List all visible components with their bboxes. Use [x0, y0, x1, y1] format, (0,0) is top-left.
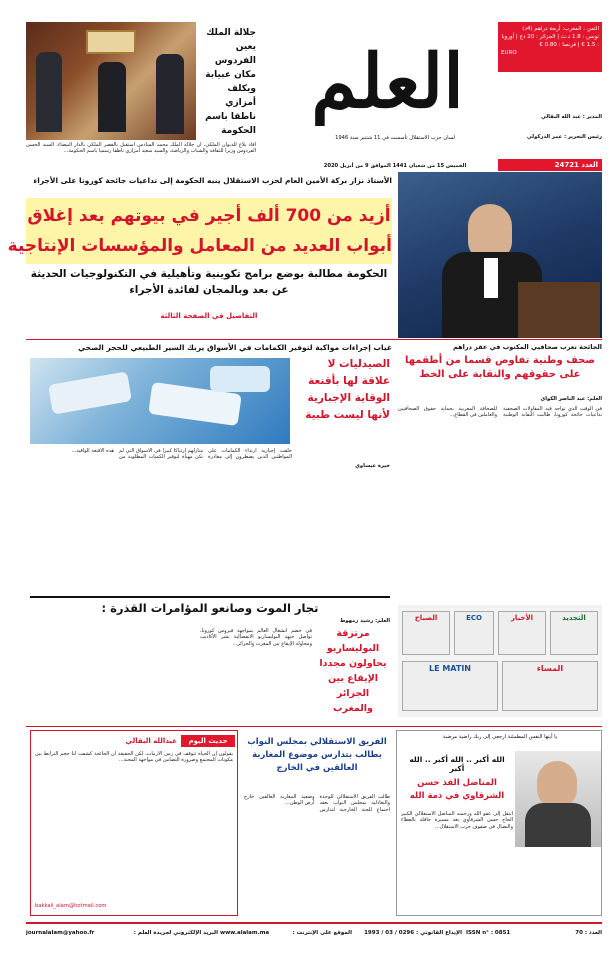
polisario-body: في خضم انشغال العالم بمواجهة فيروس كورونا، تواصل جبهة البوليساريو الانفصالية نشر الأكاذيب ومحاولة الإيقاع بين المغرب والجزائر...	[200, 628, 312, 647]
footer-website[interactable]: www.alalam.ma	[220, 930, 270, 936]
press-thumb-title: الصباح	[414, 614, 438, 622]
journalist-body: في الوقت الذي تواجه فيه المقاولات الصحفية تداعيات جائحة كورونا، طالبت النقابة الوطنية للصحافة المغربية بحماية حقوق الصحافيين والعاملين في القطاع...	[398, 406, 602, 419]
masks-body-extra	[296, 474, 390, 590]
divider	[26, 726, 602, 727]
masthead-date: الخميس 15 من شعبان 1441 الموافق 9 من أبريل 2020	[323, 163, 467, 169]
royal-photo	[26, 22, 196, 140]
polisario-callout: مرتزقة البوليساريو يحاولون مجددا الإيقاع بين الجزائر والمغرب	[319, 628, 387, 714]
suit	[525, 803, 591, 847]
top-story-headline: جلالة الملك يعين الفردوس مكان عبيابة ويكلف أمزازي ناطقا باسم الحكومة	[205, 28, 256, 136]
opinion-author: عبدالله البقالي	[125, 737, 177, 745]
newspaper-logo: العلم	[311, 39, 464, 125]
podium	[518, 282, 600, 338]
press-thumb	[498, 611, 546, 655]
footer	[26, 926, 602, 940]
opinion-email: bakkali_alam@hotmail.com	[35, 903, 107, 909]
masthead-tagline: لسان حزب الاستقلال تأسست في 11 شتنبر سنة 1946	[335, 135, 455, 141]
masks-kicker: غياب إجراءات مواكبة لتوفير الكمامات في الأسواق يربك السير الطبيعي للحجر الصحي	[78, 343, 392, 352]
press-thumb-title: ECO	[466, 614, 482, 622]
journalist-headline: صحف وطنية تفاوض قسما من أطقمها على حقوقهم والنقابة على الخط	[405, 355, 595, 380]
opinion-label: حديث اليوم	[181, 735, 235, 747]
obituary-name: المناضل الفذ حسن الشرقاوي في ذمة الله	[409, 778, 505, 801]
lead-see-more: التفاصيل في الصفحة الثالثة	[160, 312, 258, 320]
footer-divider	[26, 922, 602, 924]
footer-email[interactable]: journalalam@yahoo.fr	[26, 930, 95, 936]
shirt	[484, 258, 498, 298]
footer-email-label: البريد الإلكتروني لجريدة العلم :	[133, 930, 218, 936]
person-silhouette	[156, 54, 184, 134]
top-story-body: أفاد بلاغ للديوان الملكي، أن جلالة الملك محمد السادس استقبل بالقصر الملكي بالدار البيضاء، السيد الحسن الفردوس وزيرا للثقافة والشباب والرياضة، والسيد سعيد أمزازي ناطقا رسميا باسم الحكومة...	[26, 142, 256, 155]
director: المدير : عبد الله البقالي	[540, 114, 602, 120]
lead-headline-line1: أزيد من 700 ألف أجير في بيوتهم بعد إغلاق	[27, 206, 391, 226]
mask-shape	[48, 371, 132, 414]
masks-headline: الصيدليات لا علاقة لها بأقنعة الوقاية الإجبارية لأنها ليست طبية	[305, 358, 390, 421]
polisario-byline: العلم: رشيد زمهوط	[340, 618, 390, 624]
press-thumb	[550, 611, 598, 655]
press-thumb	[402, 611, 450, 655]
polisario-body-left	[30, 618, 198, 720]
face	[537, 761, 577, 809]
polisario-headline: تجار الموت وصانعو المؤامرات القذرة :	[30, 596, 390, 616]
person-silhouette	[36, 52, 62, 132]
obituary-line1: الله أكبر .. الله أكبر .. الله أكبر	[409, 755, 505, 773]
press-thumb-title: التجديد	[562, 614, 586, 622]
diaspora-headline: الفريق الاستقلالي بمجلس النواب يطالب بتدارس موضوع المغاربة العالقين في الخارج	[247, 737, 387, 773]
price-label: الثمن : المغرب: أربعة دراهم (4د)	[522, 26, 599, 32]
price-block	[498, 22, 602, 72]
issue-number: العدد 24721	[498, 159, 602, 171]
mask-shape	[210, 366, 270, 392]
masks-byline: خيرة عيساوي	[355, 463, 390, 469]
footer-issn: ISSN n° : 0851	[466, 930, 511, 936]
editor-in-chief: رئيس التحرير : عمر الدركولي	[526, 134, 602, 140]
lead-headline-box	[7, 198, 392, 264]
press-thumbnails	[398, 605, 602, 717]
obituary-box	[396, 730, 602, 916]
press-thumb	[502, 661, 598, 711]
diaspora-body: طالب الفريق الاستقلالي للوحدة والتعادلية بمجلس النواب بعقد اجتماع للجنة الخارجية لتدارس وضعية المغاربة العالقين خارج أرض الوطن...	[244, 794, 390, 813]
press-thumb-title: الأخبار	[510, 614, 534, 622]
masks-body: خلقت إجبارية ارتداء الكمامات على المواطنين الذين يضطرون إلى مغادرة منازلهم ارتباكا كبيرا في الأسواق التي لم تكن مهيأة لتوفير الكميات المطلوبة من هذه الأقنعة الواقية...	[71, 448, 292, 461]
footer-website-label: الموقع على الإنترنت :	[292, 930, 352, 936]
lead-kicker: الأستاذ نزار بركة الأمين العام لحزب الاستقلال ينبه الحكومة إلى تداعيات جائحة كورونا على الأجراء	[33, 176, 392, 185]
obituary-verse: يا أيتها النفس المطمئنة ارجعي إلى ربك راضية مرضية	[442, 734, 558, 740]
journalist-byline: العلم: عبد الناصر الكواي	[540, 396, 602, 402]
footer-issue: العدد : 70	[575, 930, 602, 936]
journalist-kicker: الجائحة تعرب صحافيي المكتوب في عقر دراهم	[453, 343, 602, 351]
info-box	[498, 22, 602, 172]
wall-portrait	[86, 30, 136, 54]
lead-photo	[398, 172, 602, 338]
press-thumb-title: LE MATIN	[428, 664, 471, 673]
euro-label: EURO	[501, 50, 517, 56]
press-thumb	[454, 611, 494, 655]
obituary-photo	[515, 751, 601, 847]
lead-headline-line2: أبواب العديد من المعامل والمؤسسات الإنتاجية	[7, 236, 392, 256]
press-thumb-title: المساء	[536, 664, 564, 673]
divider	[26, 339, 602, 340]
lead-subhead: الحكومة مطالبة بوضع برامج تكوينية وتأهيلية في التكنولوجيات الحديثة عن بعد وبالمجان لفائدة الأجراء	[30, 268, 388, 296]
masthead	[0, 0, 613, 172]
opinion-box	[30, 730, 238, 916]
person-silhouette	[98, 62, 126, 132]
obituary-body: انتقل إلى عفو الله ورحمته المناضل الاستقلالي الكبير الحاج حسن الشرقاوي بعد مسيرة حافلة بالعطاء والنضال في صفوف حزب الاستقلال...	[401, 811, 513, 830]
masks-photo	[30, 358, 290, 444]
footer-legal: الإيداع القانوني : 0296 / 03 / 1993	[364, 930, 462, 936]
opinion-body: يقولون إن الحياة تتوقف في زمن الأزمات، لكن الحقيقة أن الجائحة كشفت لنا حجم الترابط بين مكونات المجتمع وضرورة التضامن في مواجهة المحنة...	[35, 751, 233, 764]
press-thumb	[402, 661, 498, 711]
price-abroad: تونس : 1.8 د.ت | الجزائر : 20 دج | أوروبا : 1.5 € | فرنسا : 0.80 €	[501, 34, 599, 48]
